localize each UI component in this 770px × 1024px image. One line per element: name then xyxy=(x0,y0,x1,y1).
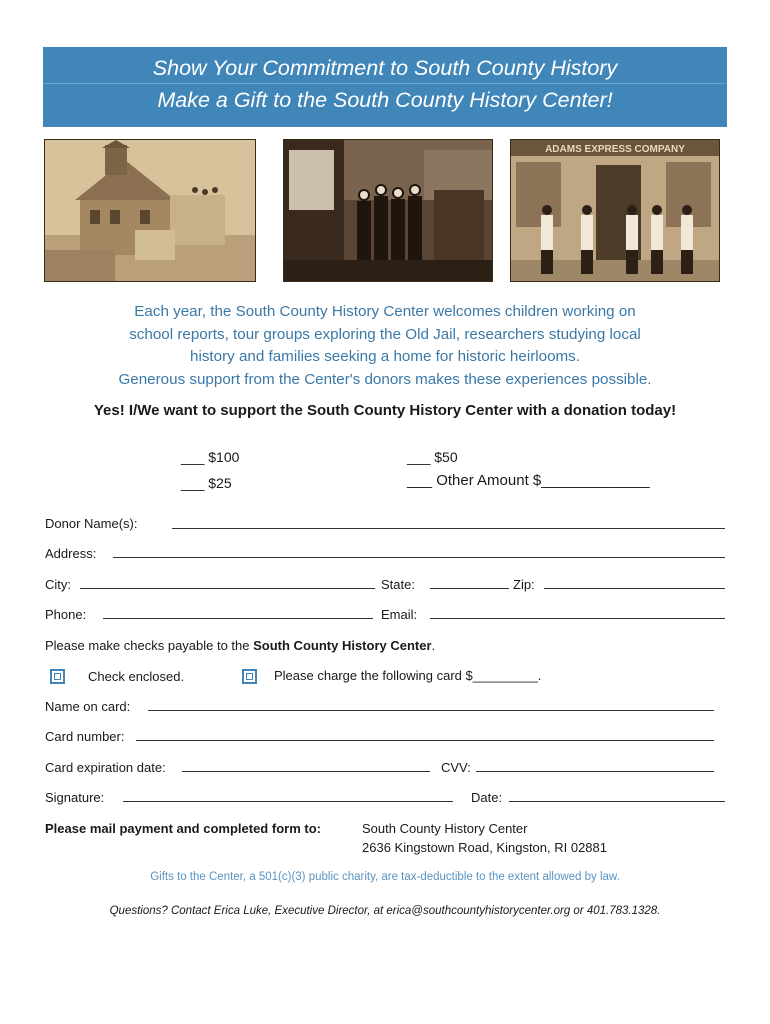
signature-field[interactable] xyxy=(123,801,453,802)
banner-title: Show Your Commitment to South County History xyxy=(152,56,618,80)
city-field[interactable] xyxy=(80,588,375,589)
name-on-card-field[interactable] xyxy=(148,710,714,711)
historic-building-photo xyxy=(44,139,256,282)
date-label: Date: xyxy=(471,790,503,805)
mail-address-line2: 2636 Kingstown Road, Kingston, RI 02881 xyxy=(362,840,608,855)
amount-100-option[interactable]: ___ $100 xyxy=(181,449,240,465)
amount-25-option[interactable]: ___ $25 xyxy=(181,475,232,491)
state-field[interactable] xyxy=(430,588,509,589)
intro-paragraph xyxy=(80,301,690,391)
city-label: City: xyxy=(45,577,71,592)
intro-line: Generous support from the Center's donors makes these experiences possible. xyxy=(118,370,652,388)
payable-prefix: Please make checks payable to the xyxy=(45,638,254,653)
cvv-label: CVV: xyxy=(441,760,471,775)
payable-instruction xyxy=(45,638,435,653)
banner-divider xyxy=(43,83,727,84)
address-field[interactable] xyxy=(113,557,725,558)
mail-instruction: Please mail payment and completed form to: xyxy=(45,821,321,836)
intro-line: school reports, tour groups exploring the Old Jail, researchers studying local xyxy=(129,325,641,343)
banner-subtitle: Make a Gift to the South County History Center! xyxy=(157,88,613,112)
amount-50-option[interactable]: ___ $50 xyxy=(407,449,458,465)
card-expiration-field[interactable] xyxy=(182,771,430,772)
storefront-sign: ADAMS EXPRESS COMPANY xyxy=(545,144,685,155)
email-field[interactable] xyxy=(430,618,725,619)
state-label: State: xyxy=(381,577,415,592)
contact-note: Questions? Contact Erica Luke, Executive Director, at erica@southcountyhistorycenter.org or 401.783.1328. xyxy=(109,905,661,917)
mail-address-line1: South County History Center xyxy=(362,821,528,836)
header-banner xyxy=(43,47,727,127)
mill-workers-photo xyxy=(283,139,493,282)
phone-label: Phone: xyxy=(45,607,87,622)
payable-org: South County History Center xyxy=(253,638,432,653)
card-number-field[interactable] xyxy=(136,740,714,741)
name-on-card-label: Name on card: xyxy=(45,699,131,714)
payable-suffix: . xyxy=(431,638,436,653)
pledge-statement: Yes! I/We want to support the South County History Center with a donation today! xyxy=(93,402,677,419)
cvv-field[interactable] xyxy=(476,771,714,772)
check-enclosed-checkbox[interactable] xyxy=(50,669,65,684)
tax-deductible-note: Gifts to the Center, a 501(c)(3) public charity, are tax-deductible to the extent allowed by law. xyxy=(150,871,620,883)
intro-line: history and families seeking a home for historic heirlooms. xyxy=(190,348,580,365)
phone-field[interactable] xyxy=(103,618,373,619)
signature-label: Signature: xyxy=(45,790,105,805)
check-enclosed-label: Check enclosed. xyxy=(88,669,185,684)
adams-express-photo xyxy=(510,139,720,282)
donor-names-label: Donor Name(s): xyxy=(45,516,138,531)
zip-label: Zip: xyxy=(513,577,535,592)
charge-card-checkbox[interactable] xyxy=(242,669,257,684)
zip-field[interactable] xyxy=(544,588,725,589)
card-expiration-label: Card expiration date: xyxy=(45,760,166,775)
date-field[interactable] xyxy=(509,801,725,802)
charge-card-label: Please charge the following card $_________. xyxy=(274,668,542,683)
card-number-label: Card number: xyxy=(45,729,125,744)
email-label: Email: xyxy=(381,607,418,622)
amount-other-option[interactable]: ___ Other Amount $_____________ xyxy=(407,472,650,489)
intro-line: Each year, the South County History Center welcomes children working on xyxy=(134,303,636,320)
address-label: Address: xyxy=(45,546,97,561)
donor-names-field[interactable] xyxy=(172,528,725,529)
